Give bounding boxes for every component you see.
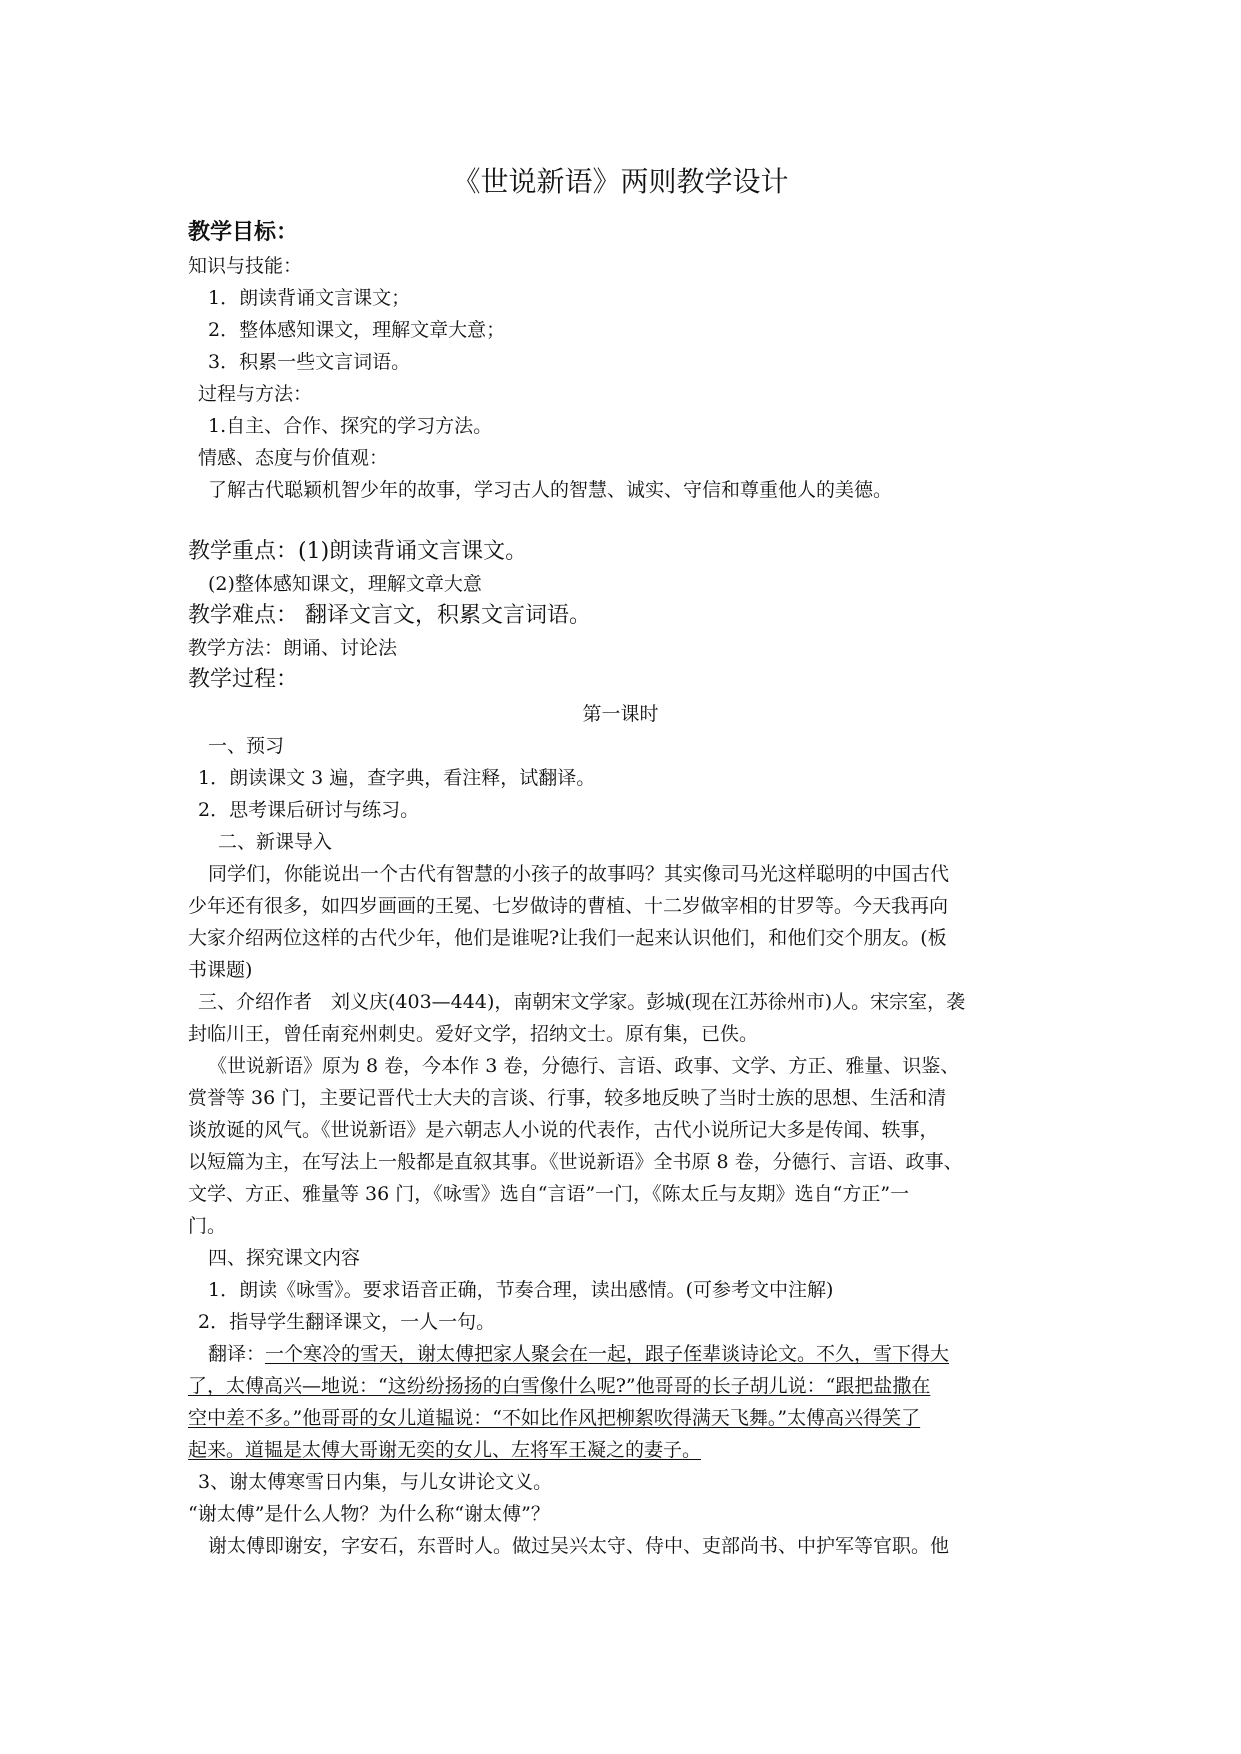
text-line: 门。 xyxy=(188,1215,227,1237)
text-line: 过程与方法： xyxy=(198,383,313,405)
text-line: 以短篇为主，在写法上一般都是直叙其事。《世说新语》全书原 8 卷，分德行、言语、政事、 xyxy=(188,1151,963,1173)
text-line: 大家介绍两位这样的古代少年，他们是谁呢?让我们一起来认识他们，和他们交个朋友。(板 xyxy=(188,927,947,949)
text-line: 2．整体感知课文，理解文章大意； xyxy=(208,319,506,341)
translation-label: 翻译： xyxy=(208,1343,266,1365)
text-line: 封临川王，曾任南兖州刺史。爱好文学，招纳文士。原有集，已佚。 xyxy=(188,1023,759,1045)
document-title: 《世说新语》两则教学设计 xyxy=(452,165,789,198)
text-line: 1.自主、合作、探究的学习方法。 xyxy=(208,415,493,437)
text-line: 2．指导学生翻译课文，一人一句。 xyxy=(198,1311,496,1333)
text-line: “谢太傅”是什么人物？为什么称“谢太傅”？ xyxy=(188,1503,550,1525)
text-line: 三、介绍作者 刘义庆(403—444)，南朝宋文学家。彭城(现在江苏徐州市)人。宋宗室，袭 xyxy=(198,991,966,1013)
text-line: 情感、态度与价值观： xyxy=(198,447,389,469)
lesson-title: 第一课时 xyxy=(582,703,659,725)
section-heading: 一、预习 xyxy=(208,735,285,757)
text-line: 教学方法：朗诵、讨论法 xyxy=(188,637,398,659)
text-line: 同学们，你能说出一个古代有智慧的小孩子的故事吗？其实像司马光这样聪明的中国古代 xyxy=(208,863,950,885)
text-line: (2)整体感知课文，理解文章大意 xyxy=(208,573,482,595)
text-line: 赏誉等 36 门，主要记晋代士大夫的言谈、行事，较多地反映了当时士族的思想、生活和清 xyxy=(188,1087,947,1109)
translation-line: 了，太傅高兴—地说：“这纷纷扬扬的白雪像什么呢?”他哥哥的长子胡儿说：“跟把盐撒在 xyxy=(188,1375,931,1397)
translation-line xyxy=(208,1342,949,1366)
heading-teaching-process: 教学过程： xyxy=(188,667,299,692)
text-line: 书课题) xyxy=(188,959,253,981)
text-line: 3．积累一些文言词语。 xyxy=(208,351,411,373)
text-line: 少年还有很多，如四岁画画的王冕、七岁做诗的曹植、十二岁做宰相的甘罗等。今天我再向 xyxy=(188,895,949,917)
translation-line: 空中差不多。”他哥哥的女儿道韫说：“不如比作风把柳絮吹得满天飞舞。”太傅高兴得笑了 xyxy=(188,1407,921,1429)
text-line: 2．思考课后研讨与练习。 xyxy=(198,799,420,821)
heading-difficulties: 教学难点： 翻译文言文，积累文言词语。 xyxy=(188,603,591,628)
section-heading: 四、探究课文内容 xyxy=(208,1247,361,1269)
section-heading: 二、新课导入 xyxy=(218,831,333,853)
text-line: 1．朗读《咏雪》。要求语音正确，节奏合理，读出感情。(可参考文中注解) xyxy=(208,1279,834,1301)
text-line: 谈放诞的风气。《世说新语》是六朝志人小说的代表作，古代小说所记大多是传闻、轶事， xyxy=(188,1119,939,1141)
heading-teaching-goals: 教学目标： xyxy=(188,219,299,245)
text-line: 3、谢太傅寒雪日内集，与儿女讲论文义。 xyxy=(198,1471,553,1493)
text-line: 谢太傅即谢安，字安石，东晋时人。做过吴兴太守、侍中、吏部尚书、中护军等官职。他 xyxy=(208,1535,950,1557)
text-line: 1．朗读课文 3 遍，查字典，看注释，试翻译。 xyxy=(198,767,596,789)
text-line: 文学、方正、雅量等 36 门，《咏雪》选自“言语”一门，《陈太丘与友期》选自“方正”一 xyxy=(188,1183,910,1205)
translation-text: 一个寒冷的雪天，谢太傅把家人聚会在一起，跟子侄辈谈诗论文。不久，雪下得大 xyxy=(265,1343,950,1365)
text-line: 1．朗读背诵文言课文； xyxy=(208,287,411,309)
heading-key-points: 教学重点：(1)朗读背诵文言课文。 xyxy=(188,539,528,564)
translation-line: 起来。道韫是太傅大哥谢无奕的女儿、左将军王凝之的妻子。 xyxy=(188,1439,702,1461)
text-line: 《世说新语》原为 8 卷，今本作 3 卷，分德行、言语、政事、文学、方正、雅量、识鉴、 xyxy=(208,1055,960,1077)
text-line: 了解古代聪颖机智少年的故事，学习古人的智慧、诚实、守信和尊重他人的美德。 xyxy=(208,479,893,501)
text-line: 知识与技能： xyxy=(188,255,303,277)
